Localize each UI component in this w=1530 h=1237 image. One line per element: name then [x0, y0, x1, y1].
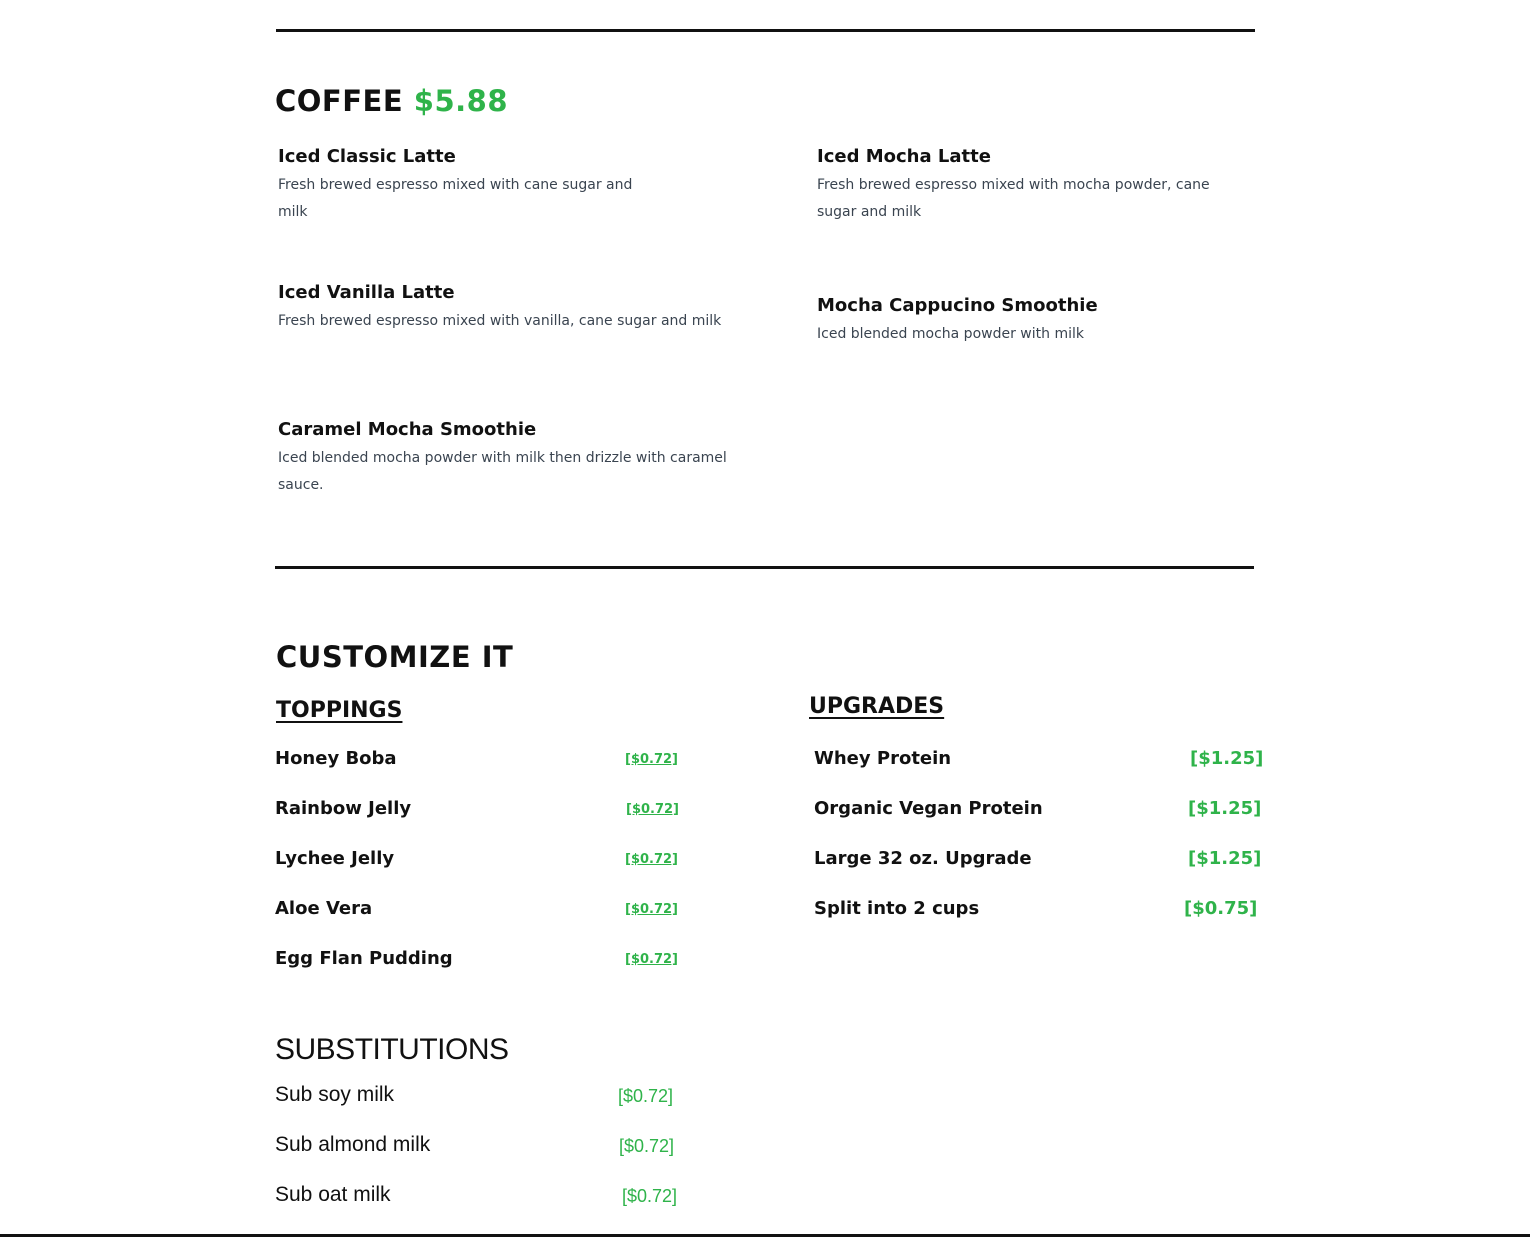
topping-price[interactable]: [$0.72]	[625, 752, 679, 767]
coffee-item-desc: Iced blended mocha powder with milk	[817, 326, 1084, 342]
coffee-item-desc: Fresh brewed espresso mixed with vanilla, cane sugar and milk	[278, 313, 722, 329]
topping-name: Honey Boba	[275, 748, 397, 769]
topping-price[interactable]: [$0.72]	[625, 902, 679, 917]
substitution-name: Sub almond milk	[275, 1133, 431, 1156]
substitution-name: Sub oat milk	[275, 1183, 391, 1206]
coffee-title: COFFEE	[275, 84, 404, 118]
coffee-item-name: Iced Classic Latte	[278, 146, 456, 167]
topping-price[interactable]: [$0.72]	[626, 802, 680, 817]
coffee-item-desc: Fresh brewed espresso mixed with mocha powder, cane sugar and milk	[817, 177, 1210, 220]
upgrade-name: Large 32 oz. Upgrade	[814, 848, 1032, 869]
coffee-item-desc: Fresh brewed espresso mixed with cane sugar and milk	[278, 177, 633, 220]
coffee-price: $5.88	[413, 84, 509, 118]
substitution-name: Sub soy milk	[275, 1083, 395, 1106]
toppings-heading: TOPPINGS	[276, 698, 403, 723]
substitutions-heading: SUBSTITUTIONS	[275, 1033, 509, 1066]
upgrade-price: [$1.25]	[1190, 748, 1264, 769]
coffee-item-name: Iced Mocha Latte	[817, 146, 991, 167]
topping-name: Egg Flan Pudding	[275, 948, 453, 969]
coffee-item-name: Mocha Cappucino Smoothie	[817, 295, 1098, 316]
upgrades-heading: UPGRADES	[809, 694, 945, 719]
coffee-item-desc: Iced blended mocha powder with milk then drizzle with caramel sauce.	[278, 450, 727, 493]
coffee-item-name: Iced Vanilla Latte	[278, 282, 455, 303]
topping-price[interactable]: [$0.72]	[625, 952, 679, 967]
coffee-heading	[275, 84, 509, 118]
substitution-price: [$0.72]	[619, 1136, 675, 1156]
substitution-price: [$0.72]	[618, 1086, 674, 1106]
upgrade-name: Split into 2 cups	[814, 898, 980, 919]
upgrade-name: Organic Vegan Protein	[814, 798, 1043, 819]
coffee-item-name: Caramel Mocha Smoothie	[278, 419, 537, 440]
topping-name: Rainbow Jelly	[275, 798, 412, 819]
substitution-price: [$0.72]	[622, 1186, 678, 1206]
topping-name: Lychee Jelly	[275, 848, 395, 869]
customize-heading: CUSTOMIZE IT	[276, 640, 514, 674]
topping-price[interactable]: [$0.72]	[625, 852, 679, 867]
upgrade-price: [$1.25]	[1188, 848, 1262, 869]
upgrade-price: [$0.75]	[1184, 898, 1258, 919]
top-divider	[276, 29, 1255, 32]
upgrade-price: [$1.25]	[1188, 798, 1262, 819]
upgrade-name: Whey Protein	[814, 748, 952, 769]
section-divider	[275, 566, 1254, 569]
topping-name: Aloe Vera	[275, 898, 373, 919]
